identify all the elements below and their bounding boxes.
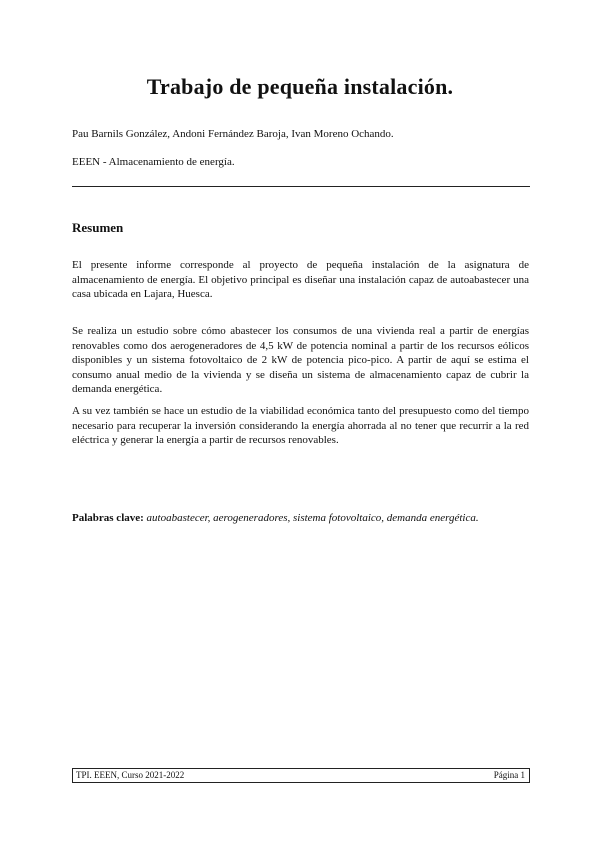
keywords-line bbox=[72, 512, 530, 524]
abstract-paragraph-2: Se realiza un estudio sobre cómo abastecer los consumos de una vivienda real a partir de energías renovables como dos aerogeneradores de 4,5 kW de potencia nominal a partir de los recursos eólicos disponibles y un sistema fotovoltaico de 2 kW de potencia pico-pico. A partir de aquí se estima el consumo anual medio de la vivienda y se diseña un sistema de almacenamiento capaz de cubrir la demanda energética. bbox=[72, 325, 529, 396]
abstract-paragraph-3: A su vez también se hace un estudio de la viabilidad económica tanto del presupuesto como del tiempo necesario para recuperar la inversión considerando la energía ahorrada al no tener que recurrir a la red eléctrica y generar la energía a partir de recursos renovables. bbox=[72, 405, 529, 447]
horizontal-divider bbox=[72, 186, 530, 187]
document-title: Trabajo de pequeña instalación. bbox=[146, 74, 454, 99]
abstract-heading: Resumen bbox=[72, 220, 124, 235]
course-line: EEEN - Almacenamiento de energía. bbox=[72, 156, 235, 168]
footer-course: TPI. EEEN, Curso 2021-2022 bbox=[76, 770, 185, 780]
keywords-list: autoabastecer, aerogeneradores, sistema fotovoltaico, demanda energética. bbox=[146, 512, 479, 524]
page-footer bbox=[72, 768, 530, 783]
keywords-label: Palabras clave: bbox=[72, 512, 144, 524]
page-number: Página 1 bbox=[493, 770, 525, 780]
abstract-paragraph-1: El presente informe corresponde al proyecto de pequeña instalación de la asignatura de almacenamiento de energía. El objetivo principal es diseñar una instalación capaz de autoabastecer una casa ubicada en Lajara, Huesca. bbox=[72, 259, 529, 301]
authors-line: Pau Barnils González, Andoni Fernández Baroja, Ivan Moreno Ochando. bbox=[72, 128, 394, 140]
